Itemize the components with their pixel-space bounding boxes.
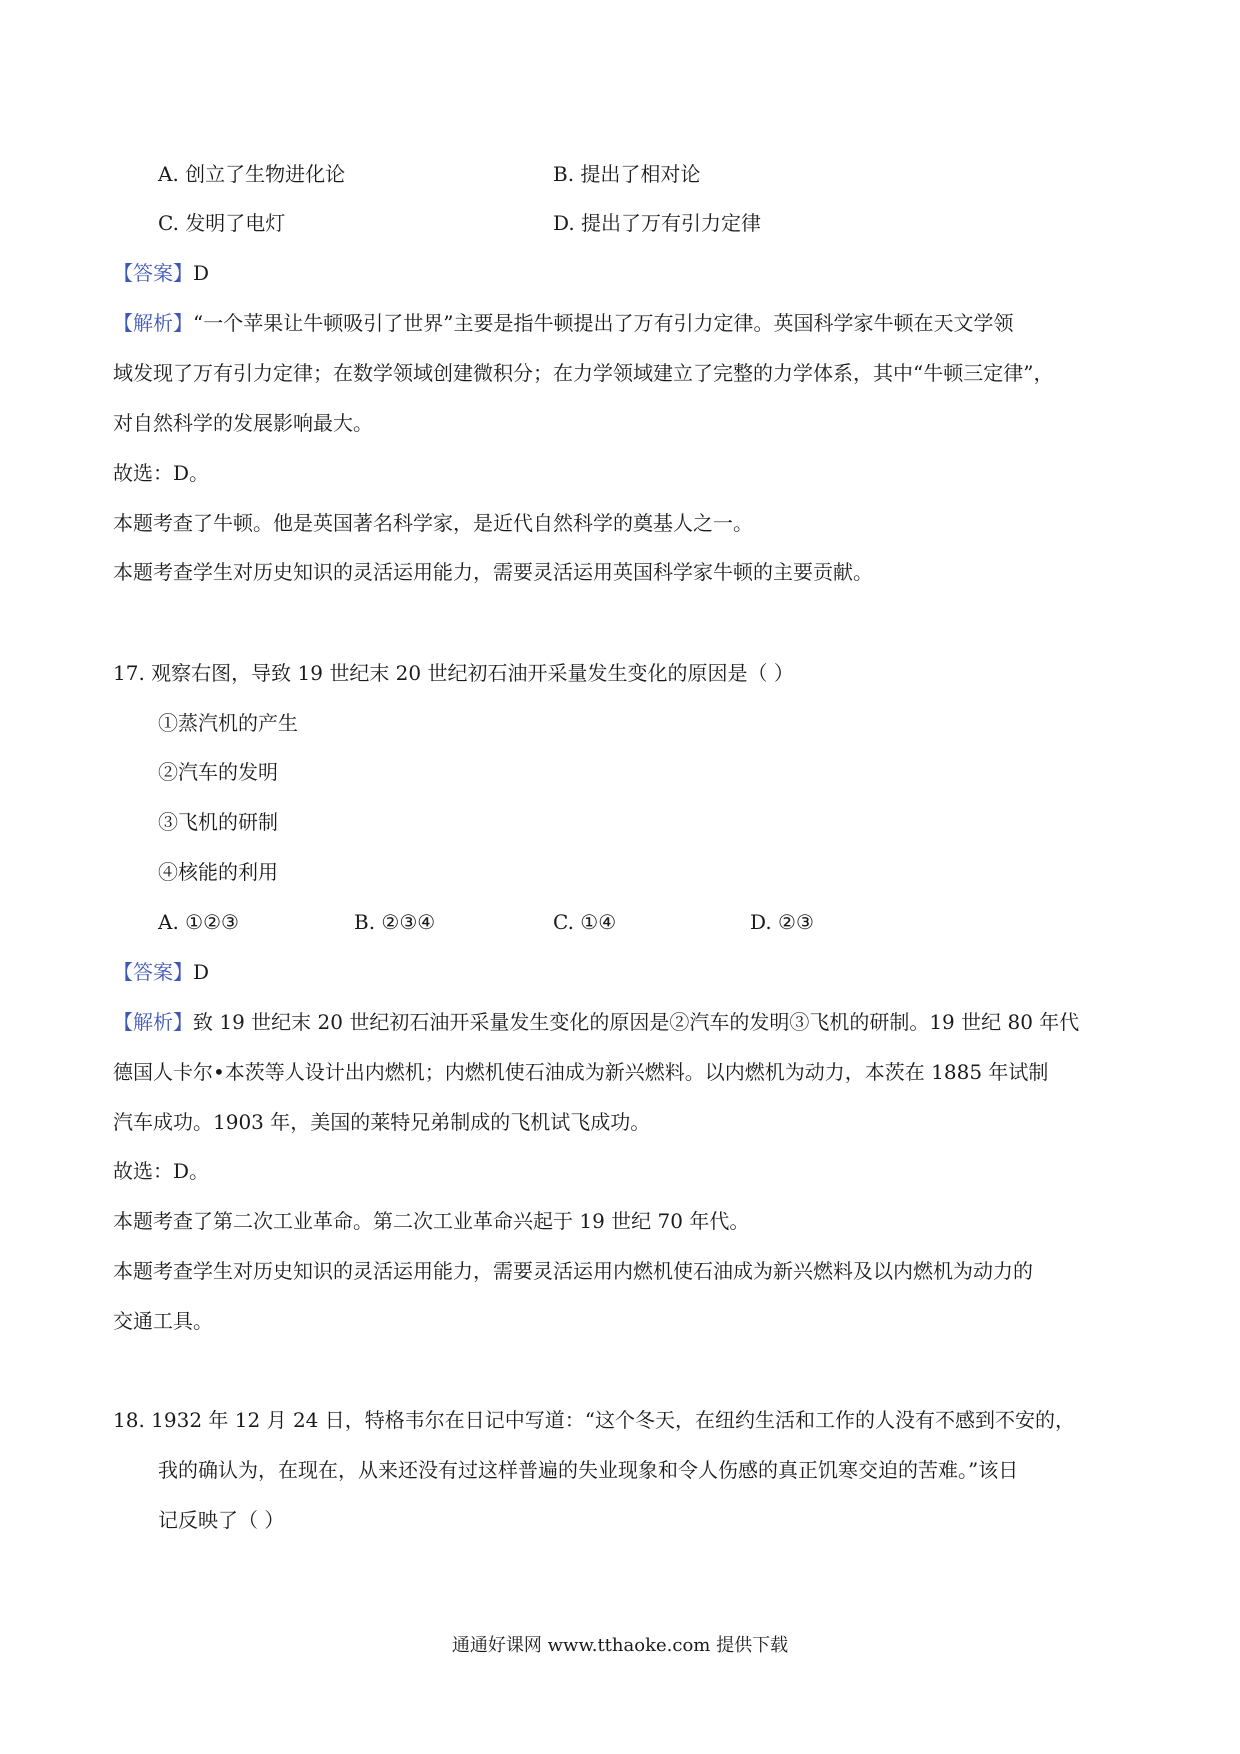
answer-tag: 【答案】 xyxy=(113,960,193,984)
q17-item-4: ④核能的利用 xyxy=(158,860,278,884)
q17-analysis-line-1 xyxy=(113,1008,1079,1036)
answer-value: D xyxy=(193,960,210,984)
q17-analysis-line-2: 德国人卡尔•本茨等人设计出内燃机；内燃机使石油成为新兴燃料。以内燃机为动力，本茨在 1885 年试制 xyxy=(113,1060,1049,1084)
q17-option-d: D. ②③ xyxy=(750,910,814,934)
q16-analysis-line-2: 域发现了万有引力定律；在数学领域创建微积分；在力学领域建立了完整的力学体系，其中“牛顿三定律”， xyxy=(113,361,1054,385)
q18-stem-line-3: 记反映了（ ） xyxy=(158,1508,285,1532)
q17-option-a: A. ①②③ xyxy=(158,910,239,934)
q16-option-b: B. 提出了相对论 xyxy=(553,162,701,186)
analysis-tag: 【解析】 xyxy=(113,1010,193,1034)
analysis-text: 致 19 世纪末 20 世纪初石油开采量发生变化的原因是②汽车的发明③飞机的研制。19 世纪 80 年代 xyxy=(193,1010,1080,1034)
q17-note-2: 本题考查学生对历史知识的灵活运用能力，需要灵活运用内燃机使石油成为新兴燃料及以内燃机为动力的 xyxy=(113,1259,1033,1283)
q17-option-b: B. ②③④ xyxy=(354,910,436,934)
q16-analysis-line-1 xyxy=(113,309,1013,337)
q17-choice: 故选：D。 xyxy=(113,1159,210,1183)
q17-note-3: 交通工具。 xyxy=(113,1309,213,1333)
q16-analysis-line-3: 对自然科学的发展影响最大。 xyxy=(113,411,373,435)
q17-note-1: 本题考查了第二次工业革命。第二次工业革命兴起于 19 世纪 70 年代。 xyxy=(113,1209,750,1233)
q16-note-1: 本题考查了牛顿。他是英国著名科学家，是近代自然科学的奠基人之一。 xyxy=(113,511,753,535)
q16-note-2: 本题考查学生对历史知识的灵活运用能力，需要灵活运用英国科学家牛顿的主要贡献。 xyxy=(113,560,873,584)
q16-option-a: A. 创立了生物进化论 xyxy=(158,162,346,186)
q18-stem-line-1: 18. 1932 年 12 月 24 日，特格韦尔在日记中写道：“这个冬天，在纽约生活和工作的人没有不感到不安的， xyxy=(113,1408,1075,1432)
q16-answer xyxy=(113,259,209,287)
q17-analysis-line-3: 汽车成功。1903 年，美国的莱特兄弟制成的飞机试飞成功。 xyxy=(113,1110,651,1134)
q18-stem-line-2: 我的确认为，在现在，从来还没有过这样普遍的失业现象和令人伤感的真正饥寒交迫的苦难。”该日 xyxy=(158,1458,1019,1482)
analysis-text: “一个苹果让牛顿吸引了世界”主要是指牛顿提出了万有引力定律。英国科学家牛顿在天文学领 xyxy=(193,311,1014,335)
answer-value: D xyxy=(193,261,210,285)
answer-tag: 【答案】 xyxy=(113,261,193,285)
q17-item-3: ③飞机的研制 xyxy=(158,810,278,834)
analysis-tag: 【解析】 xyxy=(113,311,193,335)
q16-option-c: C. 发明了电灯 xyxy=(158,211,286,235)
q17-answer xyxy=(113,958,209,986)
q17-item-1: ①蒸汽机的产生 xyxy=(158,711,298,735)
q17-item-2: ②汽车的发明 xyxy=(158,760,278,784)
q16-option-d: D. 提出了万有引力定律 xyxy=(553,211,762,235)
q17-option-c: C. ①④ xyxy=(553,910,617,934)
page-footer: 通通好课网 www.tthaoke.com 提供下载 xyxy=(451,1635,789,1656)
q16-choice: 故选：D。 xyxy=(113,461,210,485)
q17-stem: 17. 观察右图，导致 19 世纪末 20 世纪初石油开采量发生变化的原因是（ ） xyxy=(113,661,794,685)
